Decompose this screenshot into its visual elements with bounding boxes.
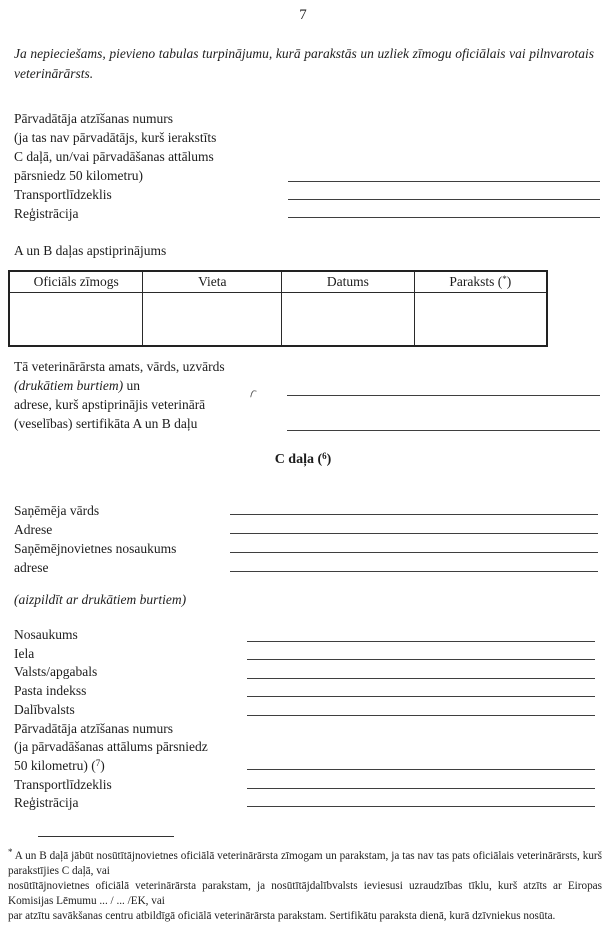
c-part-fields-block — [14, 626, 208, 813]
street-fill-line — [247, 659, 595, 660]
field-label: adrese, kurš apstiprinājis veterinārā — [14, 397, 206, 412]
field-label: (ja tas nav pārvadātājs, kurš ierakstīts — [14, 130, 217, 145]
carrier-approval-block — [14, 109, 216, 223]
c-carrier-number-fill-line — [247, 769, 595, 770]
signature-cell — [414, 293, 547, 347]
field-label: Iela — [14, 645, 35, 661]
intro-note: Ja nepieciešams, pievieno tabulas turpinājumu, kurā parakstās un uzliek zīmogu oficiālais vai pilnvarotais veterinārārsts. — [14, 46, 594, 81]
approval-table — [8, 270, 548, 347]
heading-text: C daļa ( — [274, 452, 323, 467]
col-date: Datums — [282, 271, 414, 293]
page-number: 7 — [299, 7, 307, 23]
col-place: Vieta — [143, 271, 282, 293]
field-label: Pasta indekss — [14, 683, 87, 699]
field-label: Adrese — [14, 522, 53, 537]
field-label: Saņēmēja vārds — [14, 503, 100, 518]
field-label: (ja pārvadāšanas attālums pārsniedz — [14, 739, 208, 755]
col-signature — [414, 271, 547, 293]
col-official-stamp: Oficiāls zīmogs — [9, 271, 143, 293]
heading-close: ) — [326, 452, 332, 467]
place-cell — [143, 293, 282, 347]
heading-footnote-marker: 6 — [322, 451, 327, 461]
section-heading-c-part — [0, 450, 606, 469]
footnote-text — [8, 849, 602, 924]
member-state-fill-line — [247, 715, 595, 716]
footnote-paragraph-text: A un B daļā jābūt nosūtītājnovietnes oficiālā veterinārārsta zīmogam un parakstam, ja tas nav tas pats oficiālais veterinārārsts, kurš parakstījies C daļā, vai — [8, 850, 603, 877]
field-label: pārsniedz 50 kilometru) — [14, 168, 143, 183]
field-label: Nosaukums — [14, 627, 78, 642]
field-label: Reģistrācija — [14, 206, 79, 221]
field-label: Reģistrācija — [14, 795, 79, 811]
vet-address-fill-line — [287, 430, 600, 431]
carrier-number-fill-line — [288, 181, 600, 182]
footnote-paragraph — [8, 849, 602, 879]
receiver-holding-address-fill-line — [230, 571, 598, 572]
signature-footnote-marker: * — [502, 274, 507, 284]
c-registration-fill-line — [247, 806, 595, 807]
signature-header-text: Paraksts ( — [449, 274, 503, 289]
table-header-row — [9, 271, 547, 293]
field-label: C daļā, un/vai pārvadāšanas attālums — [14, 149, 214, 164]
field-label: Pārvadātāja atzīšanas numurs — [14, 111, 173, 126]
field-label: Transportlīdzeklis — [14, 187, 112, 202]
label-close: ) — [100, 757, 105, 773]
field-label: Pārvadātāja atzīšanas numurs — [14, 720, 173, 736]
field-label: Dalībvalsts — [14, 701, 75, 717]
field-label — [14, 376, 225, 395]
field-label: Tā veterinārārsta amats, vārds, uzvārds — [14, 359, 225, 374]
field-label: Saņēmējnovietnes nosaukums — [14, 541, 177, 556]
footnote-rule — [38, 836, 174, 837]
field-label: (veselības) sertifikāta A un B daļu — [14, 416, 198, 431]
receiver-name-fill-line — [230, 514, 598, 515]
section-heading-ab-approval: A un B daļas apstiprinājums — [14, 243, 167, 258]
stamp-cell — [9, 293, 143, 347]
transport-fill-line — [288, 199, 600, 200]
c-transport-fill-line — [247, 788, 595, 789]
field-label: adrese — [14, 560, 49, 575]
footnote-paragraph: nosūtītājnovietnes oficiālā veterinārārsta parakstam, ja nosūtītājdalībvalsts ieviesusi uzraudzības tīklu, kurš atzīts ar Eiropas Komisijas Lēmumu ... / ... /EK, vai — [8, 880, 602, 907]
label-footnote-marker: 7 — [95, 757, 101, 768]
receiver-address-fill-line — [230, 533, 598, 534]
registration-fill-line — [288, 217, 600, 218]
name-fill-line — [247, 641, 595, 642]
footnote-marker: * — [8, 847, 13, 857]
table-empty-row — [9, 293, 547, 347]
vet-name-fill-line — [287, 395, 600, 396]
print-note: (aizpildīt ar drukātiem burtiem) — [14, 592, 187, 607]
italic-hint: (drukātiem burtiem) — [14, 378, 124, 393]
receiver-fields-block — [14, 501, 176, 577]
date-cell — [282, 293, 414, 347]
field-label: Transportlīdzeklis — [14, 776, 112, 792]
postcode-fill-line — [247, 696, 595, 697]
footnote-paragraph: par atzītu savākšanas centru atbildīgā oficiālā veterinārārsta parakstam. Sertifikātu paraksta dienā, kurā dzīvniekus nosūta. — [8, 910, 556, 922]
label-text: 50 kilometru) ( — [14, 757, 96, 773]
label-text: un — [123, 378, 140, 393]
field-label — [14, 757, 208, 776]
country-region-fill-line — [247, 678, 595, 679]
receiver-holding-fill-line — [230, 552, 598, 553]
scan-artifact-mark — [250, 390, 257, 399]
signature-header-close: ) — [506, 274, 512, 289]
vet-attestation-block — [14, 357, 225, 433]
field-label: Valsts/apgabals — [14, 664, 98, 680]
